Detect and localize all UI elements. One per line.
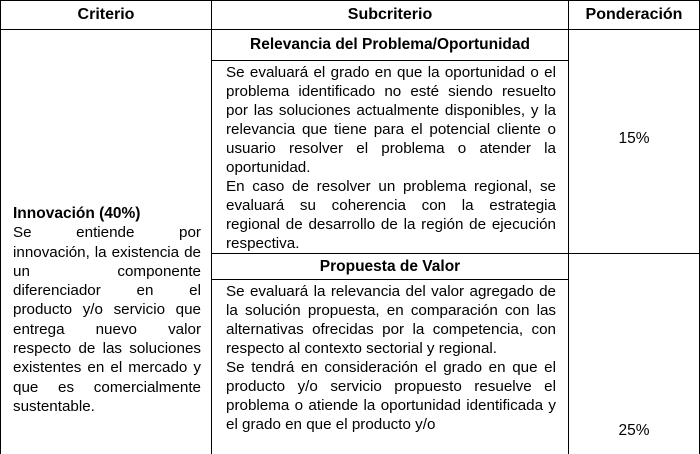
- header-subcriterio: Subcriterio: [347, 6, 433, 23]
- subcriterion-1-paragraph-2: En caso de resolver un problema regional, se evaluará su coherencia con la estrategia regional de desarrollo de la región de ejecución respectiva.: [226, 178, 556, 252]
- col2-divider: [568, 0, 569, 454]
- header-criterio: Criterio: [77, 6, 135, 23]
- subcriterion-2-title: Propuesta de Valor: [319, 258, 461, 275]
- sub2-title-border: [211, 279, 568, 280]
- criterion-description: Se entiende por innovación, la existencia de un componente diferenciador en el producto y/o servicio que entrega nuevo valor respecto de las soluciones existentes en el mercado y que es comercialmente sustentable.: [13, 224, 201, 415]
- subcriterion-2-paragraph-2: Se tendrá en consideración el grado en que el producto y/o servicio propuesto resuelve el problema o atiende la oportunidad identificada y el grado en que el producto y/o: [226, 359, 556, 433]
- subcriterion-2-body: [226, 282, 556, 434]
- weight-1: 15%: [618, 130, 650, 147]
- subcriterion-1-title: Relevancia del Problema/Oportunidad: [250, 36, 530, 53]
- sub1-title-border: [211, 60, 568, 61]
- weight-2: 25%: [618, 422, 650, 439]
- subcriterion-2-paragraph-1: Se evaluará la relevancia del valor agregado de la solución propuesta, en comparación con las alternativas ofrecidas por la competencia, con respecto al contexto sectorial y regional.: [226, 283, 556, 357]
- col1-divider: [211, 0, 212, 454]
- table-left-border: [0, 0, 1, 454]
- subcriterion-1-body: [226, 63, 556, 253]
- criterion-title: Innovación (40%): [13, 205, 141, 222]
- subcriterion-1-paragraph-1: Se evaluará el grado en que la oportunidad o el problema identificado no esté siendo resuelto por las soluciones actualmente disponibles, y la relevancia que tiene para el potencial cliente o usuario resolver el problema o atender la oportunidad.: [226, 64, 556, 176]
- header-ponderacion: Ponderación: [585, 6, 683, 23]
- criterion-cell: [13, 204, 201, 416]
